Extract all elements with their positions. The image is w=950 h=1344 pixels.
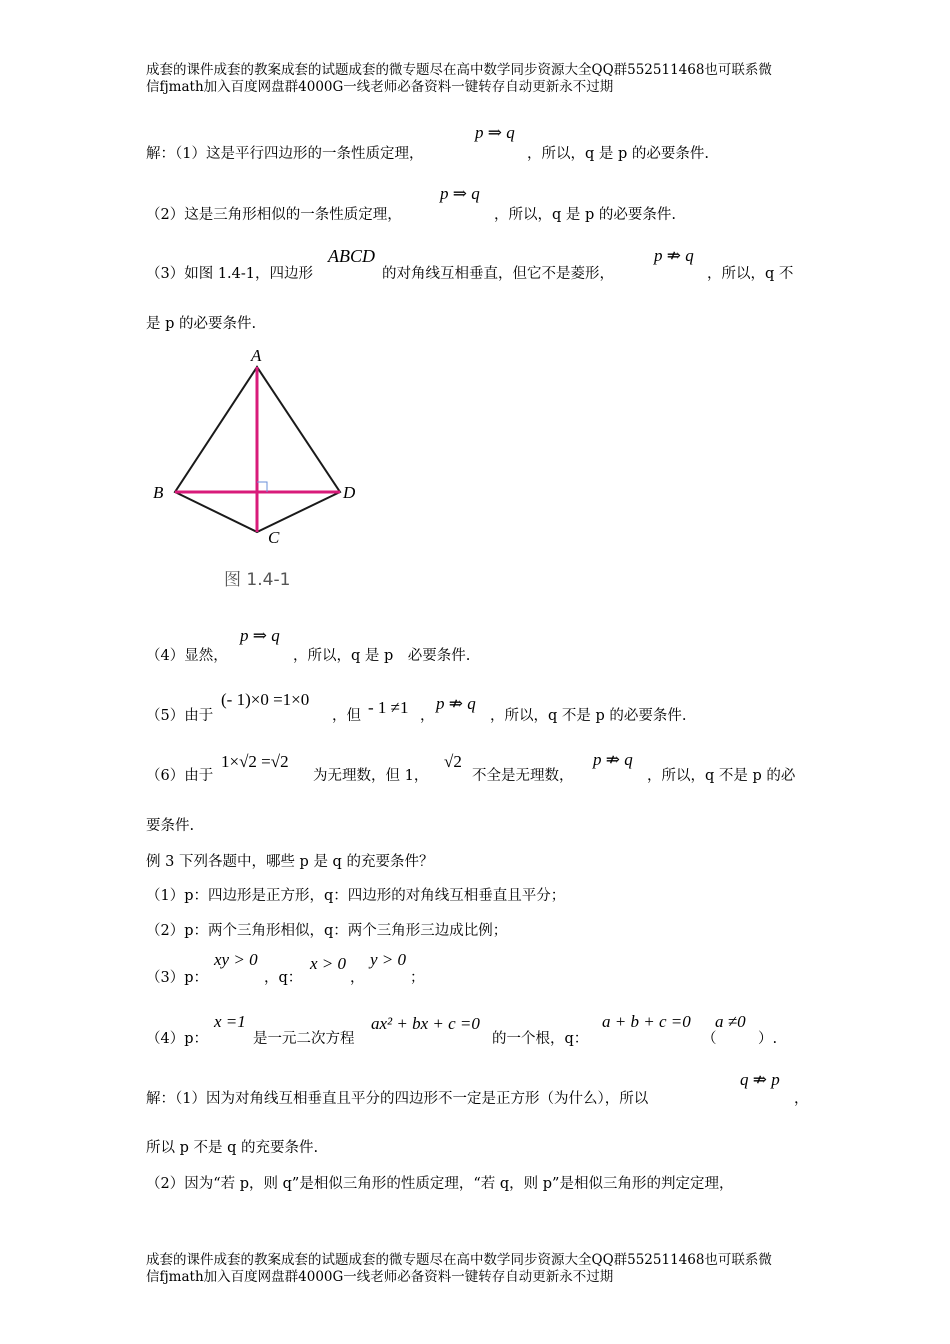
quadrilateral-figure: [140, 342, 370, 592]
sol2-line-3-abcd: ABCD: [328, 246, 375, 266]
example3-item-3-math-3: y > 0: [370, 950, 407, 969]
sol2-line-4-math: p ⇒ q: [240, 626, 280, 645]
example3-item-4-math-3: a + b + c =0: [602, 1012, 691, 1031]
sol2-line-6-cont: 要条件.: [146, 818, 195, 834]
example3-item-4-mid: 是一元二次方程: [253, 1031, 355, 1047]
sol3-line-2: （2）因为“若 p，则 q”是相似三角形的性质定理，“若 q，则 p”是相似三角形的判定定理，: [146, 1176, 734, 1192]
sol2-line-3-text: （3）如图 1.4-1，四边形: [146, 266, 314, 282]
sol2-line-4-text: （4）显然，: [146, 648, 228, 664]
vertex-label-b: B: [153, 483, 164, 502]
vertex-label-c: C: [268, 528, 280, 547]
example3-item-3-end: ；: [410, 970, 425, 986]
sol2-line-5-math-1: (- 1)×0 =1×0: [221, 690, 310, 709]
sol3-line-1-math: q ⇏ p: [740, 1070, 780, 1089]
example3-item-4-paren-close: ）.: [758, 1031, 778, 1047]
vertex-label-a: A: [251, 346, 262, 365]
footer-line-1: 成套的课件成套的教案成套的试题成套的微专题尽在高中数学同步资源大全QQ群552511468也可联系微: [146, 1252, 772, 1268]
sol2-line-2-math: p ⇒ q: [440, 184, 480, 203]
sol2-line-6-mid2: 不全是无理数，: [472, 768, 574, 784]
sol2-line-4-tail: ，所以，q 是 p 必要条件.: [293, 648, 471, 664]
sol2-line-5-math-2: - 1 ≠1: [368, 698, 409, 717]
example3-item-3-math-1: xy > 0: [214, 950, 258, 969]
sol3-line-1-text: 解：（1）因为对角线互相垂直且平分的四边形不一定是正方形（为什么），所以: [146, 1091, 649, 1107]
example3-item-3-sep-2: ，: [350, 970, 365, 986]
sol2-line-6-math-1: 1×√2 =√2: [221, 752, 289, 771]
example3-item-3-text: （3）p：: [146, 970, 209, 986]
sol2-line-3-mid: 的对角线互相垂直，但它不是菱形，: [382, 266, 614, 282]
header-line-1: 成套的课件成套的教案成套的试题成套的微专题尽在高中数学同步资源大全QQ群552511468也可联系微: [146, 62, 772, 78]
sol2-line-2-text: （2）这是三角形相似的一条性质定理，: [146, 207, 402, 223]
sol3-line-1-tail: ，: [794, 1091, 809, 1107]
example3-item-2: （2）p：两个三角形相似，q：两个三角形三边成比例；: [146, 923, 508, 939]
sol2-line-6-math-2: √2: [444, 752, 462, 771]
example3-item-4-math-1: x =1: [214, 1012, 246, 1031]
figure-caption: 图 1.4-1: [224, 570, 291, 590]
vertex-label-d: D: [343, 483, 356, 502]
footer-line-2: 信fjmath加入百度网盘群4000G一线老师必备资料一键转存自动更新永不过期: [146, 1269, 614, 1285]
example3-title: 例 3 下列各题中，哪些 p 是 q 的充要条件？: [146, 854, 434, 870]
example3-item-4-paren-open: （: [702, 1031, 717, 1047]
sol2-line-2-tail: ，所以，q 是 p 的必要条件.: [494, 207, 676, 223]
sol2-line-5-text: （5）由于: [146, 708, 214, 724]
example3-item-4-mid2: 的一个根，q：: [492, 1031, 589, 1047]
sol3-line-1-cont: 所以 p 不是 q 的充要条件.: [146, 1140, 319, 1156]
sol2-line-5-math-3: p ⇏ q: [436, 694, 476, 713]
header-line-2: 信fjmath加入百度网盘群4000G一线老师必备资料一键转存自动更新永不过期: [146, 79, 614, 95]
sol2-line-1-text: 解：（1）这是平行四边形的一条性质定理，: [146, 146, 424, 162]
sol2-line-5-sep: ，: [420, 708, 435, 724]
sol2-line-1-math: p ⇒ q: [475, 123, 515, 142]
sol2-line-5-mid: ，但: [332, 708, 361, 724]
sol2-line-3-cont: 是 p 的必要条件.: [146, 316, 257, 332]
sol2-line-3-tail: ，所以，q 不: [707, 266, 794, 282]
example3-item-4-math-2: ax² + bx + c =0: [371, 1014, 480, 1033]
sol2-line-1-tail: ，所以，q 是 p 的必要条件.: [527, 146, 709, 162]
example3-item-1: （1）p：四边形是正方形，q：四边形的对角线互相垂直且平分；: [146, 888, 566, 904]
example3-item-4-math-4: a ≠0: [715, 1012, 746, 1031]
sol2-line-6-text: （6）由于: [146, 768, 214, 784]
sol2-line-3-math: p ⇏ q: [654, 246, 694, 265]
example3-item-3-sep-1: ，q：: [264, 970, 303, 986]
sol2-line-6-math-3: p ⇏ q: [593, 750, 633, 769]
example3-item-4-text: （4）p：: [146, 1031, 209, 1047]
sol2-line-6-mid: 为无理数，但 1，: [313, 768, 429, 784]
example3-item-3-math-2: x > 0: [310, 954, 347, 973]
sol2-line-6-tail: ，所以，q 不是 p 的必: [647, 768, 796, 784]
sol2-line-5-tail: ，所以，q 不是 p 的必要条件.: [490, 708, 687, 724]
